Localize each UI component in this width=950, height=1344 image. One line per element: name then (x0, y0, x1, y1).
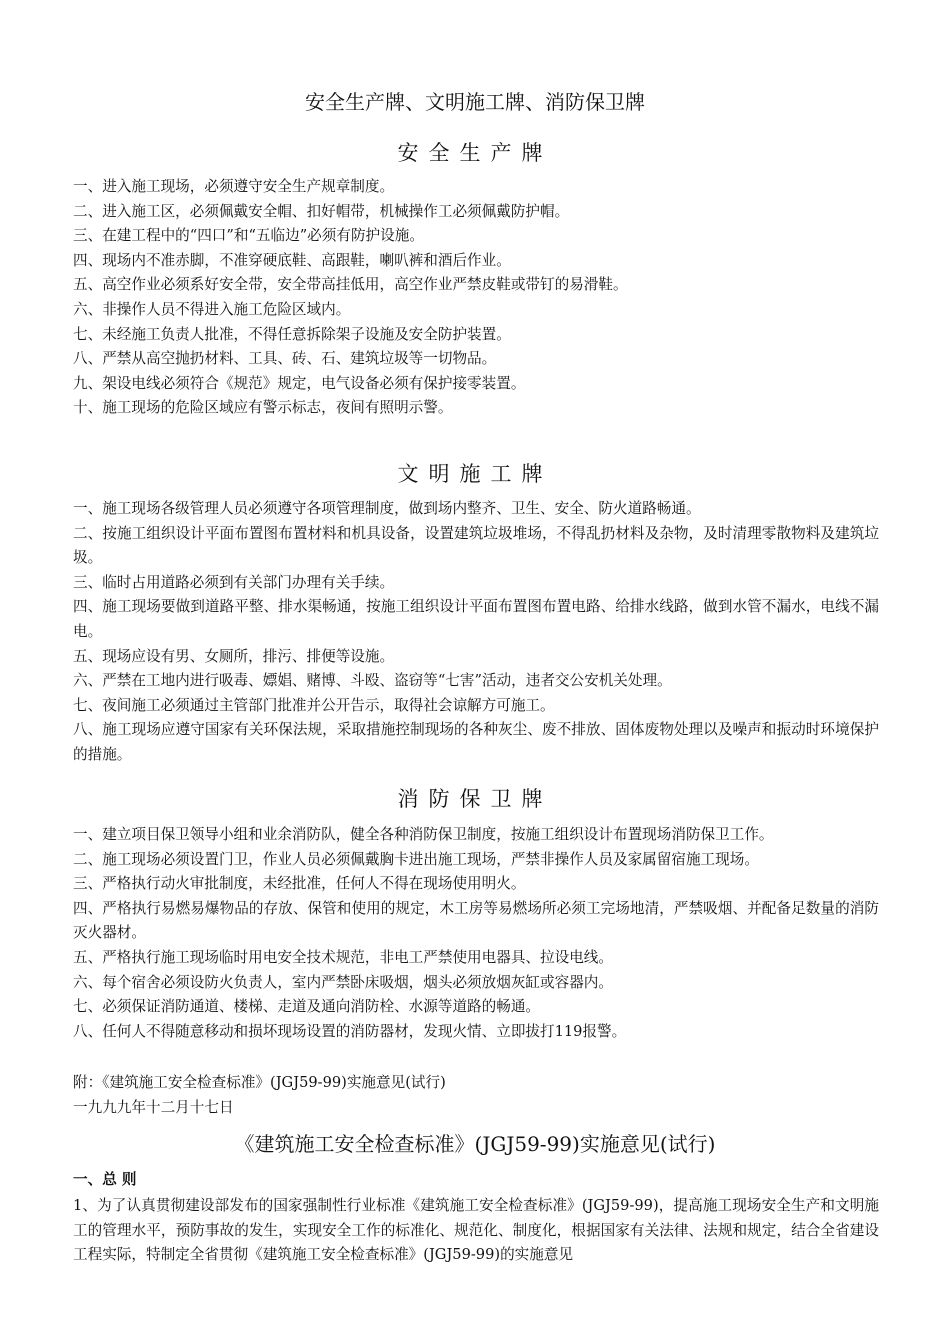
list-item: 一、建立项目保卫领导小组和业余消防队，健全各种消防保卫制度，按施工组织设计布置现场消防保卫工作。 (73, 826, 774, 843)
safety-rules-list (73, 175, 879, 421)
list-item: 六、严禁在工地内进行吸毒、嫖娼、赌博、斗殴、盗窃等“七害”活动，违者交公安机关处理。 (73, 672, 672, 690)
list-item: 二、施工现场必须设置门卫，作业人员必须佩戴胸卡进出施工现场，严禁非操作人员及家属留宿施工现场。 (73, 850, 759, 868)
list-item: 八、施工现场应遵守国家有关环保法规，采取措施控制现场的各种灰尘、废不排放、固体废物处理以及噪声和振动时环境保护的措施。 (73, 721, 879, 763)
appendix-date: 一九九九年十二月十七日 (73, 1099, 234, 1116)
section-heading-fire-security: 消防保卫牌 (397, 787, 553, 811)
list-item: 六、非操作人员不得进入施工危险区域内。 (73, 300, 351, 318)
list-item: 三、在建工程中的“四口”和“五临边”必须有防护设施。 (73, 227, 424, 245)
list-item: 八、任何人不得随意移动和损坏现场设置的消防器材，发现火情、立即拔打119报警。 (73, 1022, 627, 1040)
civilized-rules-list (73, 497, 879, 768)
list-item: 一、进入施工现场，必须遵守安全生产规章制度。 (73, 178, 395, 195)
list-item: 三、临时占用道路必须到有关部门办理有关手续。 (73, 573, 395, 591)
list-item: 四、现场内不准赤脚，不准穿硬底鞋、高跟鞋，喇叭裤和酒后作业。 (73, 251, 511, 269)
list-item: 四、施工现场要做到道路平整、排水渠畅通，按施工组织设计平面布置图布置电路、给排水线路，做到水管不漏水，电线不漏电。 (73, 598, 879, 640)
list-item: 五、严格执行施工现场临时用电安全技术规范，非电工严禁使用电器具、拉设电线。 (73, 948, 613, 966)
list-item: 二、按施工组织设计平面布置图布置材料和机具设备，设置建筑垃圾堆场，不得乱扔材料及杂物，及时清理零散物料及建筑垃圾。 (73, 524, 879, 567)
section-heading-safety: 安全生产牌 (397, 141, 553, 165)
list-item: 七、未经施工负责人批准，不得任意拆除架子设施及安全防护装置。 (73, 325, 511, 343)
appendix-title: 《建筑施工安全检查标准》(JGJ59-99)实施意见(试行) (234, 1132, 716, 1156)
fire-security-rules-list (73, 823, 879, 1044)
general-provisions-heading: 一、总 则 (73, 1171, 137, 1188)
list-item: 七、必须保证消防通道、楼梯、走道及通向消防栓、水源等道路的畅通。 (73, 998, 541, 1016)
list-item: 七、夜间施工必须通过主管部门批准并公开告示，取得社会谅解方可施工。 (73, 696, 555, 714)
appendix-note: 附：《建筑施工安全检查标准》(JGJ59-99)实施意见(试行) (73, 1074, 446, 1091)
list-item: 八、严禁从高空抛扔材料、工具、砖、石、建筑垃圾等一切物品。 (73, 350, 497, 368)
list-item: 四、严格执行易燃易爆物品的存放、保管和使用的规定，木工房等易燃场所必须工完场地清，严禁吸烟、并配备足数量的消防灭火器材。 (73, 899, 879, 942)
list-item: 三、严格执行动火审批制度，未经批准，任何人不得在现场使用明火。 (73, 875, 526, 893)
general-provisions-paragraph: 1、为了认真贯彻建设部发布的国家强制性行业标准《建筑施工安全检查标准》(JGJ59-99)，提高施工现场安全生产和文明施工的管理水平，预防事故的发生，实现安全工作的标准化、规范化、制度化，根据国家有关法律、法规和规定，结合全省建设工程实际，特制定全省贯彻《建筑施工安全检查标准》(JGJ59-99)的实施意见 (73, 1197, 879, 1264)
page-title: 安全生产牌、文明施工牌、消防保卫牌 (305, 90, 645, 114)
list-item: 十、施工现场的危险区域应有警示标志，夜间有照明示警。 (73, 399, 453, 417)
section-heading-civilized: 文明施工牌 (397, 462, 553, 486)
list-item: 六、每个宿舍必须设防火负责人，室内严禁卧床吸烟，烟头必须放烟灰缸或容器内。 (73, 973, 613, 991)
list-item: 五、高空作业必须系好安全带，安全带高挂低用，高空作业严禁皮鞋或带钉的易滑鞋。 (73, 276, 628, 294)
list-item: 九、架设电线必须符合《规范》规定，电气设备必须有保护接零装置。 (73, 374, 526, 392)
list-item: 二、进入施工区，必须佩戴安全帽、扣好帽带，机械操作工必须佩戴防护帽。 (73, 202, 570, 220)
list-item: 一、施工现场各级管理人员必须遵守各项管理制度，做到场内整齐、卫生、安全、防火道路畅通。 (73, 500, 701, 517)
list-item: 五、现场应设有男、女厕所，排污、排便等设施。 (73, 647, 395, 665)
